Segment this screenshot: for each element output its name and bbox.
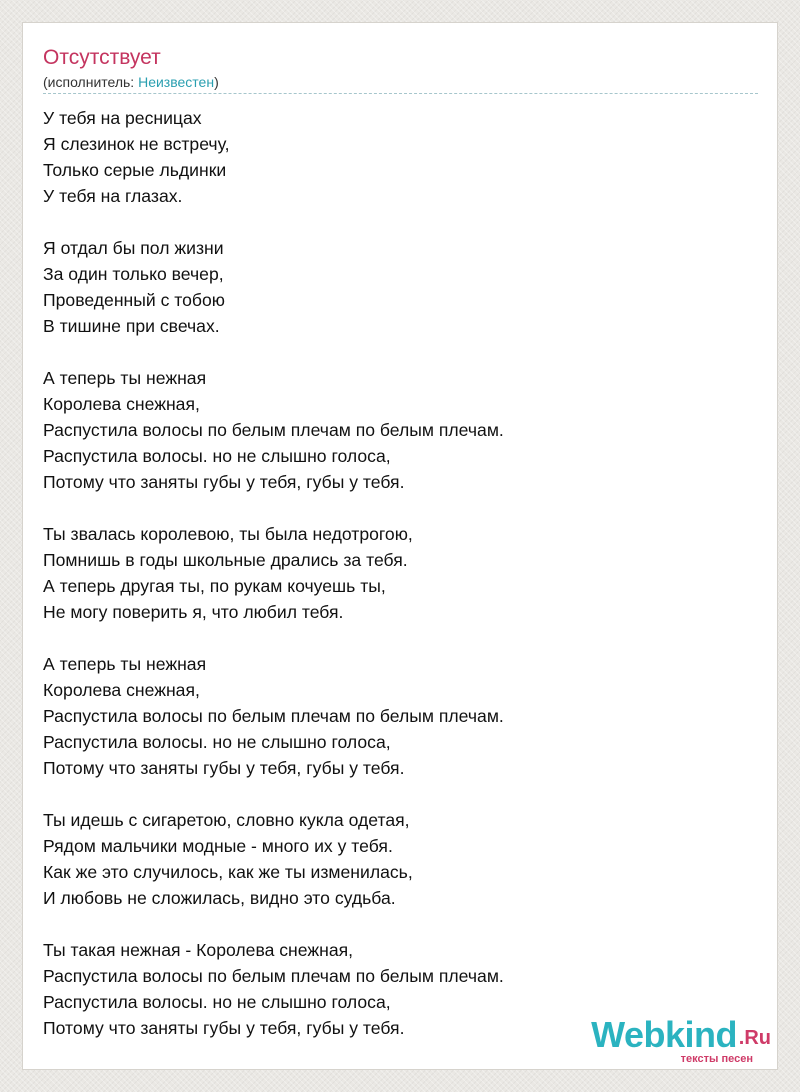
lyric-line: Распустила волосы по белым плечам по белым плечам. [43, 706, 504, 726]
lyric-line: В тишине при свечах. [43, 316, 220, 336]
stanza [43, 105, 743, 209]
lyric-line: Помнишь в годы школьные дрались за тебя. [43, 550, 408, 570]
watermark-tld: .Ru [738, 1027, 771, 1049]
lyrics-sheet [22, 22, 778, 1070]
lyric-line: Я отдал бы пол жизни [43, 238, 224, 258]
lyric-line: Распустила волосы по белым плечам по белым плечам. [43, 420, 504, 440]
lyric-line: Потому что заняты губы у тебя, губы у тебя. [43, 1018, 405, 1038]
song-title: Отсутствует [43, 46, 161, 69]
lyric-line: Я слезинок не встречу, [43, 134, 230, 154]
lyric-line: Проведенный с тобою [43, 290, 225, 310]
lyric-line: Не могу поверить я, что любил тебя. [43, 602, 344, 622]
webkind-watermark-logo [581, 1014, 771, 1069]
watermark-name: Webkind [591, 1014, 737, 1055]
lyric-line: Распустила волосы по белым плечам по белым плечам. [43, 966, 504, 986]
lyric-line: Ты такая нежная - Королева снежная, [43, 940, 354, 960]
lyric-line: А теперь ты нежная [43, 368, 207, 388]
artist-prefix: (исполнитель: [43, 74, 139, 90]
lyric-line: И любовь не сложилась, видно это судьба. [43, 888, 396, 908]
stanza [43, 365, 743, 495]
lyric-line: Потому что заняты губы у тебя, губы у тебя. [43, 758, 405, 778]
watermark-tagline: тексты песен [680, 1053, 753, 1065]
lyric-line: У тебя на ресницах [43, 108, 202, 128]
stanza [43, 235, 743, 339]
lyrics-body [43, 105, 743, 1067]
stanza [43, 807, 743, 911]
lyric-line: Ты идешь с сигаретою, словно кукла одетая, [43, 810, 410, 830]
lyric-line: За один только вечер, [43, 264, 224, 284]
lyric-line: Рядом мальчики модные - много их у тебя. [43, 836, 393, 856]
lyric-line: У тебя на глазах. [43, 186, 183, 206]
lyric-line: Распустила волосы. но не слышно голоса, [43, 992, 391, 1012]
artist-link[interactable]: Неизвестен [138, 74, 215, 90]
stanza [43, 651, 743, 781]
lyric-line: Потому что заняты губы у тебя, губы у тебя. [43, 472, 405, 492]
lyric-line: А теперь другая ты, по рукам кочуешь ты, [43, 576, 386, 596]
lyric-line: Ты звалась королевою, ты была недотрогою, [43, 524, 413, 544]
lyric-line: Распустила волосы. но не слышно голоса, [43, 446, 391, 466]
artist-suffix: ) [214, 74, 219, 90]
lyric-line: Королева снежная, [43, 680, 200, 700]
lyric-line: Королева снежная, [43, 394, 200, 414]
lyric-line: Только серые льдинки [43, 160, 227, 180]
lyric-line: Как же это случилось, как же ты изменилась, [43, 862, 413, 882]
title-divider [43, 93, 758, 94]
lyric-line: А теперь ты нежная [43, 654, 207, 674]
artist-line [43, 73, 219, 91]
stanza [43, 521, 743, 625]
lyric-line: Распустила волосы. но не слышно голоса, [43, 732, 391, 752]
